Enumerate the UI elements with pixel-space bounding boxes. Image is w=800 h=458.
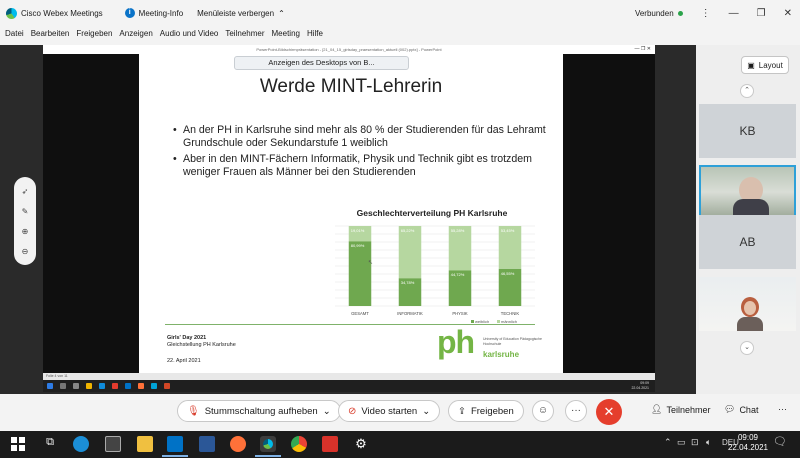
footer-text: Girls' Day 2021 Gleichstellung PH Karlsruhe [167,335,236,348]
remote-webex-icon [151,383,157,389]
panel-more-button[interactable] [778,404,787,414]
layout-button[interactable]: ▣ Layout [741,56,789,74]
participant-tile[interactable]: AB [699,215,796,269]
menu-bearbeiten[interactable]: Bearbeiten [30,29,70,38]
outlook-icon[interactable] [167,436,183,452]
app-title: Cisco Webex Meetings [6,8,103,19]
scroll-down-button[interactable]: ⌄ [740,341,754,355]
tray-chevron-icon[interactable]: ⌃ [664,437,672,447]
remote-ppt-status-bar: Folie 4 von 11 [43,373,655,380]
layout-icon: ▣ [747,60,755,70]
slide-title: Werde MINT-Lehrerin [259,76,443,97]
bullet-item: • Aber in den MINT-Fächern Informatik, Physik und Technik gibt es trotzdem weniger Frauen als Männer bei den Studierenden [173,153,553,179]
presentation-slide [139,54,563,373]
category-label: TECHNIK [500,311,520,316]
video-off-icon: ⊘ [348,405,357,417]
volume-icon[interactable]: 🔈︎ [706,437,712,447]
status-dot-icon [678,11,683,16]
ph-karlsruhe-logo: ph University of Education Pädagogische Hochschule karlsruhe [437,324,542,360]
meeting-info-button[interactable]: i Meeting-Info [125,8,183,18]
menu-bar [0,29,323,43]
menu-datei[interactable]: Datei [5,29,24,38]
remote-search-icon [60,383,66,389]
file-explorer-icon[interactable] [137,436,153,452]
microphone-muted-icon: 🎙︎ [187,405,200,417]
word-icon[interactable] [199,436,215,452]
active-app-indicator [255,455,281,457]
legend-label: männlich [501,319,518,324]
mouse-cursor-icon: ↖ [368,260,374,266]
bar-männlich-informatik [399,226,422,278]
info-icon: i [125,8,135,18]
menu-meeting[interactable]: Meeting [271,29,300,38]
menu-anzeigen[interactable]: Anzeigen [119,29,153,38]
remote-edge-icon [99,383,105,389]
share-button[interactable]: ⇪ Freigeben [448,400,524,422]
chat-icon: 💬︎ [724,404,736,414]
legend-swatch [497,320,500,323]
calculator-icon[interactable] [105,436,121,452]
data-label: 55,28% [450,228,465,233]
view-desktop-button[interactable]: Anzeigen des Desktops von B... [234,56,409,70]
edge-icon[interactable] [73,436,89,452]
chrome-icon[interactable] [291,436,307,452]
share-icon: ⇪ [458,405,466,417]
network-icon[interactable]: ▭ [677,437,686,447]
hide-menubar-button[interactable]: Menüleiste verbergen ⌃ [197,8,285,18]
notification-icon[interactable]: 🗨︎ [773,436,787,448]
zoom-out-icon[interactable]: ⊖ [21,246,29,256]
remote-powerpoint-icon [164,383,170,389]
chevron-down-icon: ⌄ [422,405,431,417]
data-label: 44,72% [450,272,465,278]
remote-chrome-icon [112,383,118,389]
legend-swatch [471,320,474,323]
remote-start-icon [47,383,53,389]
participant-face [744,301,756,315]
remote-explorer-icon [86,383,92,389]
firefox-icon[interactable] [230,436,246,452]
data-label: 65,22% [400,228,415,233]
restore-button[interactable]: ❐ [756,7,766,19]
remote-taskbar [43,380,655,392]
bullet-item: • An der PH in Karlsruhe sind mehr als 80 % der Studierenden für das Lehramt Grundschule oder Sekundarstufe 1 weiblich [173,124,553,150]
person-icon: 👤︎ [651,404,663,414]
category-label: INFORMATIK [397,311,423,316]
chat-button[interactable]: 💬︎ Chat [724,404,759,415]
menu-audio-video[interactable]: Audio und Video [159,29,219,38]
webex-taskbar-icon[interactable] [260,436,276,452]
close-button[interactable]: ✕ [783,7,792,19]
minimize-button[interactable]: — [728,7,739,19]
language-icon[interactable]: DEU [722,438,739,447]
leave-meeting-button[interactable] [596,399,622,425]
reactions-button[interactable] [532,400,554,422]
more-options-button[interactable] [565,400,587,422]
slide-bullets [173,124,553,182]
footer-divider [165,324,535,325]
data-label: 46,55% [500,270,515,276]
powerpoint-window-title: PowerPoint-Bildschirmpräsentation - [21_04_15_girlsday_praesentation_aktuell (002).pptx] - PowerPoint — ❐ ✕ [43,45,655,54]
close-icon: ✕ [603,404,615,419]
participant-body [737,317,763,331]
legend-label: weiblich [475,319,490,324]
menu-hilfe[interactable]: Hilfe [306,29,323,38]
unmute-button[interactable]: 🎙︎ Stummschaltung aufheben ⌄ [177,400,341,422]
more-icon: ··· [778,404,787,414]
smiley-icon: ☺ [537,405,549,416]
chevron-down-icon: ⌄ [322,405,331,417]
taskbar-clock[interactable]: 09:09 22.04.2021 [727,433,768,452]
scroll-up-button[interactable]: ⌃ [740,84,754,98]
acrobat-icon[interactable] [322,436,338,452]
data-label: 19,01% [350,228,365,233]
annotation-toolbar [14,177,36,265]
participant-tile[interactable]: KB [699,104,796,158]
start-video-button[interactable]: ⊘ Video starten ⌄ [338,400,440,422]
chevron-up-icon: ⌃ [278,8,285,18]
connection-status: Verbunden [635,9,683,18]
category-label: PHYSIK [452,311,468,316]
remote-outlook-icon [125,383,131,389]
display-icon[interactable]: ⊡ [691,437,699,447]
footer-date: 22. April 2021 [167,358,201,364]
active-app-indicator [162,455,188,457]
task-view-icon[interactable]: ⧉ [46,436,54,448]
windows-start-icon[interactable] [10,436,26,452]
pointer-icon[interactable]: ➶ [21,186,29,196]
zoom-in-icon[interactable]: ⊕ [21,226,29,236]
more-icon[interactable]: ⋮ [700,7,711,19]
chart-title: Geschlechterverteilung PH Karlsruhe [356,208,508,218]
bar-weiblich-gesamt [349,241,372,306]
gender-distribution-chart [317,202,547,344]
webex-logo-icon [6,8,17,19]
data-label: 53,45% [500,228,515,233]
data-label: 80,99% [350,243,365,249]
remote-firefox-icon [138,383,144,389]
category-label: GESAMT [351,311,369,316]
more-icon: ··· [571,405,581,416]
chart-svg [317,202,547,344]
settings-gear-icon[interactable]: ⚙ [355,436,367,451]
remote-taskview-icon [73,383,79,389]
participant-video-tile[interactable] [699,277,796,331]
remote-clock: 09:09 22.04.2021 [631,381,649,390]
menu-teilnehmer[interactable]: Teilnehmer [225,29,265,38]
participant-video-tile-active[interactable] [699,165,796,219]
title-bar [0,0,800,26]
participants-button[interactable]: 👤︎ Teilnehmer [651,404,711,415]
data-label: 34,78% [400,280,415,286]
menu-freigeben[interactable]: Freigeben [76,29,113,38]
ppt-window-controls-icon: — ❐ ✕ [634,46,651,52]
annotate-icon[interactable]: ✎ [21,206,29,216]
